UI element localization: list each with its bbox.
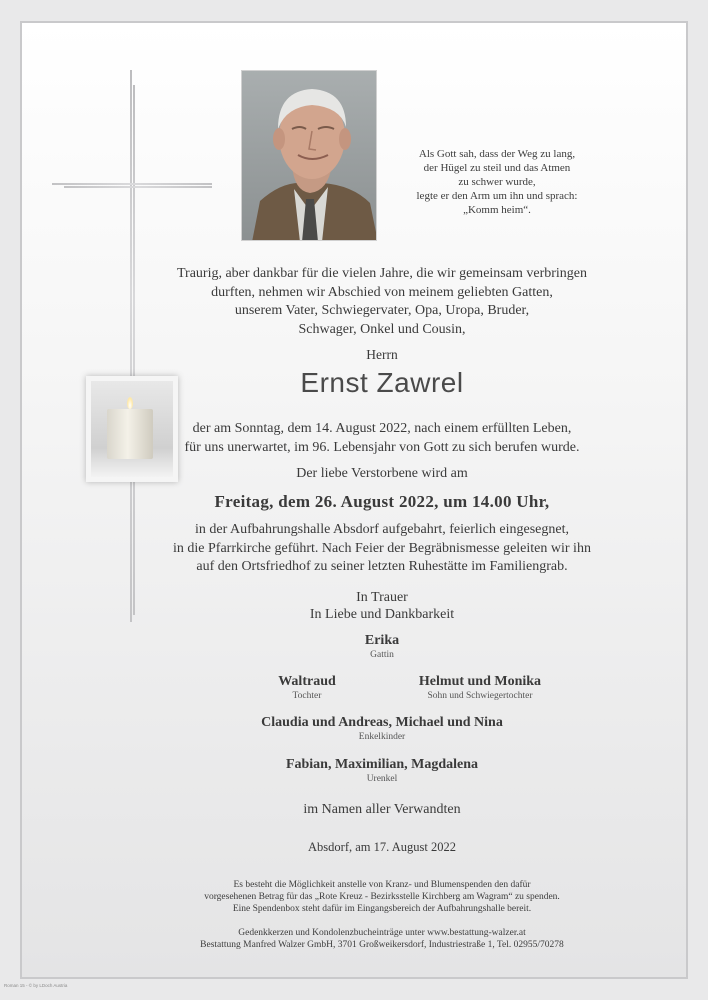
intro-line: Schwager, Onkel und Cousin,: [298, 321, 466, 337]
family-daughter: [242, 674, 372, 701]
poem-line: „Komm heim“.: [463, 204, 531, 216]
cross-vertical-beam: [130, 70, 135, 622]
intro-line: Traurig, aber dankbar für die vielen Jahre, die wir gemeinsam verbringen: [176, 266, 587, 281]
poem-line: zu schwer wurde,: [458, 176, 536, 188]
portrait-illustration: [242, 71, 377, 241]
place-date: Absdorf, am 17. August 2022: [308, 840, 456, 854]
intro-text: [172, 265, 592, 339]
donation-line: vorgesehenen Betrag für das „Rote Kreuz - Bezirksstelle Kirchberg am Wagram“ zu spenden.: [204, 892, 560, 902]
mourning-line: In Trauer: [356, 590, 408, 605]
ceremony-text: [172, 521, 592, 577]
family-member-role: Gattin: [370, 650, 394, 660]
family-member-role: Urenkel: [366, 774, 398, 784]
intro-line: durften, nehmen wir Abschied von meinem geliebten Gatten,: [211, 284, 553, 300]
contact-line: Gedenkkerzen und Kondolenzbucheinträge unter www.bestattung-walzer.at: [238, 928, 526, 938]
portrait-photo: [241, 70, 377, 241]
salutation: Herrn: [366, 347, 398, 362]
relatives-line: im Namen aller Verwandten: [303, 802, 461, 817]
mourning-line: In Liebe und Dankbarkeit: [309, 607, 455, 622]
donation-line: Eine Spendenbox steht dafür im Eingangsbereich der Aufbahrungshalle bereit.: [232, 904, 532, 914]
candle-image: [86, 376, 178, 482]
death-line: für uns unerwartet, im 96. Lebensjahr von Gott zu sich berufen wurde.: [184, 439, 580, 455]
family-member-name: Claudia und Andreas, Michael und Nina: [261, 715, 503, 730]
candle-flame-icon: [127, 397, 133, 409]
family-member-name: Erika: [364, 633, 400, 648]
family-grandchildren: [172, 715, 592, 742]
mourning-text: [172, 589, 592, 623]
family-member-name: Waltraud: [278, 674, 336, 689]
donation-line: Es besteht die Möglichkeit anstelle von Kranz- und Blumenspenden den dafür: [233, 880, 531, 890]
family-member-role: Sohn und Schwiegertochter: [427, 691, 533, 701]
death-text: [172, 420, 592, 457]
intro-line: unserem Vater, Schwiegervater, Opa, Uropa, Bruder,: [234, 303, 530, 318]
family-member-role: Enkelkinder: [358, 732, 406, 742]
donation-note: [172, 879, 592, 915]
family-member-name: Helmut und Monika: [418, 674, 542, 689]
family-spouse: [172, 633, 592, 660]
obituary-card: [20, 21, 688, 979]
family-great-grandchildren: [172, 757, 592, 784]
poem-line: legte er den Arm um ihn und sprach:: [416, 190, 578, 202]
family-member-name: Fabian, Maximilian, Magdalena: [285, 757, 479, 772]
funeral-home-contact: [172, 927, 592, 951]
ceremony-line: auf den Ortsfriedhof zu seiner letzten Ruhestätte im Familiengrab.: [196, 559, 568, 574]
ceremony-line: in der Aufbahrungshalle Absdorf aufgebahrt, feierlich eingesegnet,: [195, 522, 569, 537]
poem-line: Als Gott sah, dass der Weg zu lang,: [418, 148, 576, 160]
funeral-notice: Der liebe Verstorbene wird am: [296, 466, 468, 481]
candle-icon: [107, 409, 153, 459]
family-member-role: Tochter: [292, 691, 322, 701]
family-son: [390, 674, 570, 701]
funeral-date: Freitag, dem 26. August 2022, um 14.00 Uhr,: [214, 492, 550, 511]
cross-horizontal-beam: [52, 183, 212, 188]
ceremony-line: in die Pfarrkirche geführt. Nach Feier der Begräbnismesse geleiten wir ihn: [173, 540, 591, 556]
deceased-name: Ernst Zawrel: [300, 367, 464, 398]
poem-line: der Hügel zu steil und das Atmen: [423, 162, 571, 174]
poem: [402, 147, 592, 217]
death-line: der am Sonntag, dem 14. August 2022, nach einem erfüllten Leben,: [192, 421, 572, 436]
contact-line: Bestattung Manfred Walzer GmbH, 3701 Großweikersdorf, Industriestraße 1, Tel. 02955/70278: [200, 940, 564, 950]
imprint: Roman 15 - © by LDoch Austria: [4, 983, 68, 988]
